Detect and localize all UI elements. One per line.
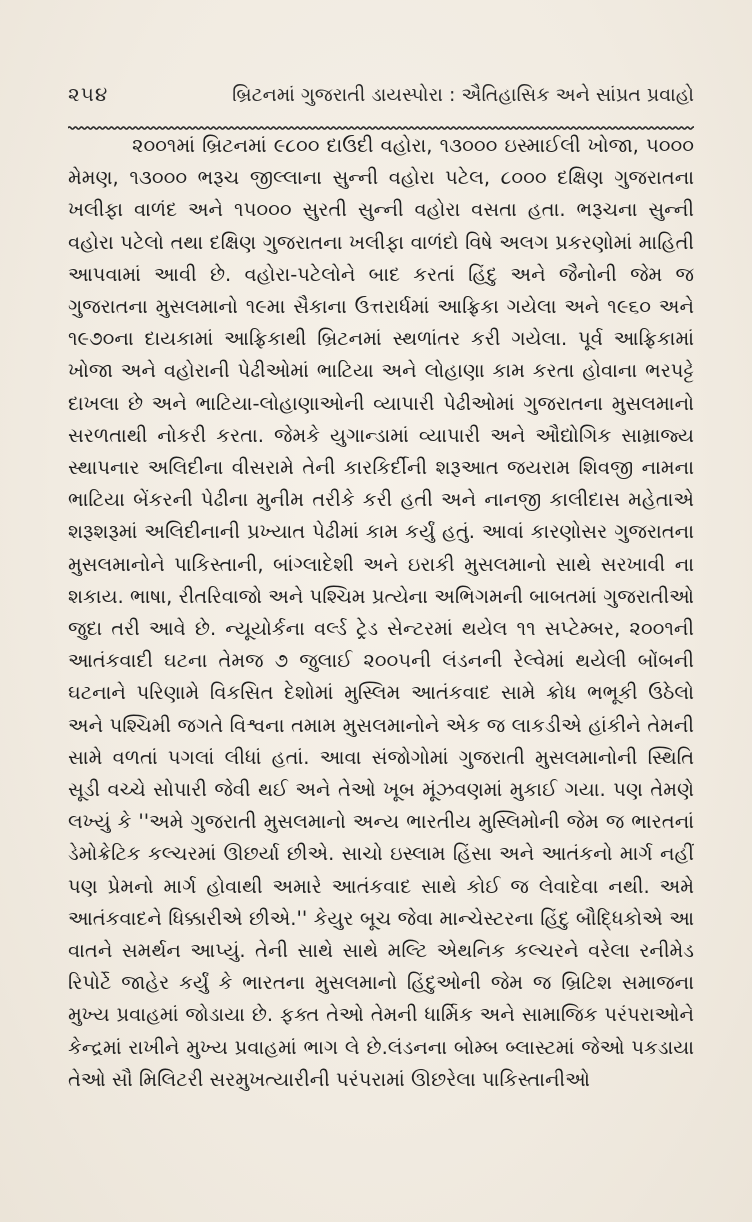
running-title: બ્રિટનમાં ગુજરાતી ડાયસ્પોરા : ઐતિહાસિક અને સાંપ્રત પ્રવાહો (232, 84, 694, 106)
page-number: ૨૫૪ (68, 82, 109, 106)
page-header (68, 82, 694, 112)
body-paragraph: ૨૦૦૧માં બ્રિટનમાં ૯૮૦૦ દાઉદી વહોરા, ૧૩૦૦૦ ઇસ્માઈલી ખોજા, ૫૦૦૦ મેમણ, ૧૩૦૦૦ ભરૂચ જીલ્લાના સુન્ની વહોરા પટેલ, ૮૦૦૦ દક્ષિણ ગુજરાતના ખલીફા વાળંદ અને ૧૫૦૦૦ સુરતી સુન્ની વહોરા વસતા હતા. ભરૂચના સુન્ની વહોરા પટેલો તથા દક્ષિણ ગુજરાતના ખલીફા વાળંદો વિષે અલગ પ્રકરણોમાં માહિતી આપવામાં આવી છે. વહોરા-પટેલોને બાદ કરતાં હિંદુ અને જૈનોની જેમ જ ગુજરાતના મુસલમાનો ૧૯મા સૈકાના ઉત્તરાર્ધમાં આફ્રિકા ગયેલા અને ૧૯૬૦ અને ૧૯૭૦ના દાયકામાં આફ્રિકાથી બ્રિટનમાં સ્થળાંતર કરી ગયેલા. પૂર્વ આફ્રિકામાં ખોજા અને વહોરાની પેઢીઓમાં ભાટિયા અને લોહાણા કામ કરતા હોવાના ભરપટ્ટે દાખલા છે અને ભાટિયા-લોહાણાઓની વ્યાપારી પેઢીઓમાં ગુજરાતના મુસલમાનો સરળતાથી નોકરી કરતા. જેમકે યુગાન્ડામાં વ્યાપારી અને ઔદ્યોગિક સામ્રાજ્ય સ્થાપનાર અલિદીના વીસરામે તેની કારકિર્દીની શરૂઆત જયરામ શિવજી નામના ભાટિયા બેંકરની પેઢીના મુનીમ તરીકે કરી હતી અને નાનજી કાલીદાસ મહેતાએ શરૂશરૂમાં અલિદીનાની પ્રખ્યાત પેઢીમાં કામ કર્યું હતું. આવાં કારણોસર ગુજરાતના મુસલમાનોને પાકિસ્તાની, બાંગ્લાદેશી અને ઇરાકી મુસલમાનો સાથે સરખાવી ના શકાય. ભાષા, રીતરિવાજો અને પશ્ચિમ પ્રત્યેના અભિગમની બાબતમાં ગુજરાતીઓ જુદા તરી આવે છે. ન્યૂયોર્કના વર્લ્ડ ટ્રેડ સેન્ટરમાં થયેલ ૧૧ સપ્ટેમ્બર, ૨૦૦૧ની આતંકવાદી ઘટના તેમજ ૭ જુલાઈ ૨૦૦૫ની લંડનની રેલ્વેમાં થયેલી બોંબની ઘટનાને પરિણામે વિકસિત દેશોમાં મુસ્લિમ આતંકવાદ સામે ક્રોધ ભભૂકી ઉઠેલો અને પશ્ચિમી જગતે વિશ્વના તમામ મુસલમાનોને એક જ લાકડીએ હાંકીને તેમની સામે વળતાં પગલાં લીધાં હતાં. આવા સંજોગોમાં ગુજરાતી મુસલમાનોની સ્થિતિ સૂડી વચ્ચે સોપારી જેવી થઈ અને તેઓ ખૂબ મૂંઝવણમાં મુકાઈ ગયા. પણ તેમણે લખ્યું કે ''અમે ગુજરાતી મુસલમાનો અન્ય ભારતીય મુસ્લિમોની જેમ જ ભારતનાં ડેમોક્રેટિક કલ્ચરમાં ઊછર્યા છીએ. સાચો ઇસ્લામ હિંસા અને આતંકનો માર્ગ નહીં પણ પ્રેમનો માર્ગ હોવાથી અમારે આતંકવાદ સાથે કોઈ જ લેવાદેવા નથી. અમે આતંકવાદને ધિક્કારીએ છીએ.'' કેયુર બૂચ જેવા માન્ચેસ્ટરના હિંદુ બૌદ્ધિકોએ આ વાતને સમર્થન આપ્યું. તેની સાથે સાથે મલ્ટિ એથનિક કલ્ચરને વરેલા રનીમેડ રિપોર્ટે જાહેર કર્યું કે ભારતના મુસલમાનો હિંદુઓની જેમ જ બ્રિટિશ સમાજના મુખ્ય પ્રવાહમાં જોડાયા છે. ફક્ત તેઓ તેમની ધાર્મિક અને સામાજિક પરંપરાઓને કેન્દ્રમાં રાખીને મુખ્ય પ્રવાહમાં ભાગ લે છે.લંડનના બોમ્બ બ્લાસ્ટમાં જેઓ પકડાયા તેઓ સૌ મિલિટરી સરમુખત્યારીની પરંપરામાં ઊછરેલા પાકિસ્તાનીઓ (68, 134, 694, 1091)
